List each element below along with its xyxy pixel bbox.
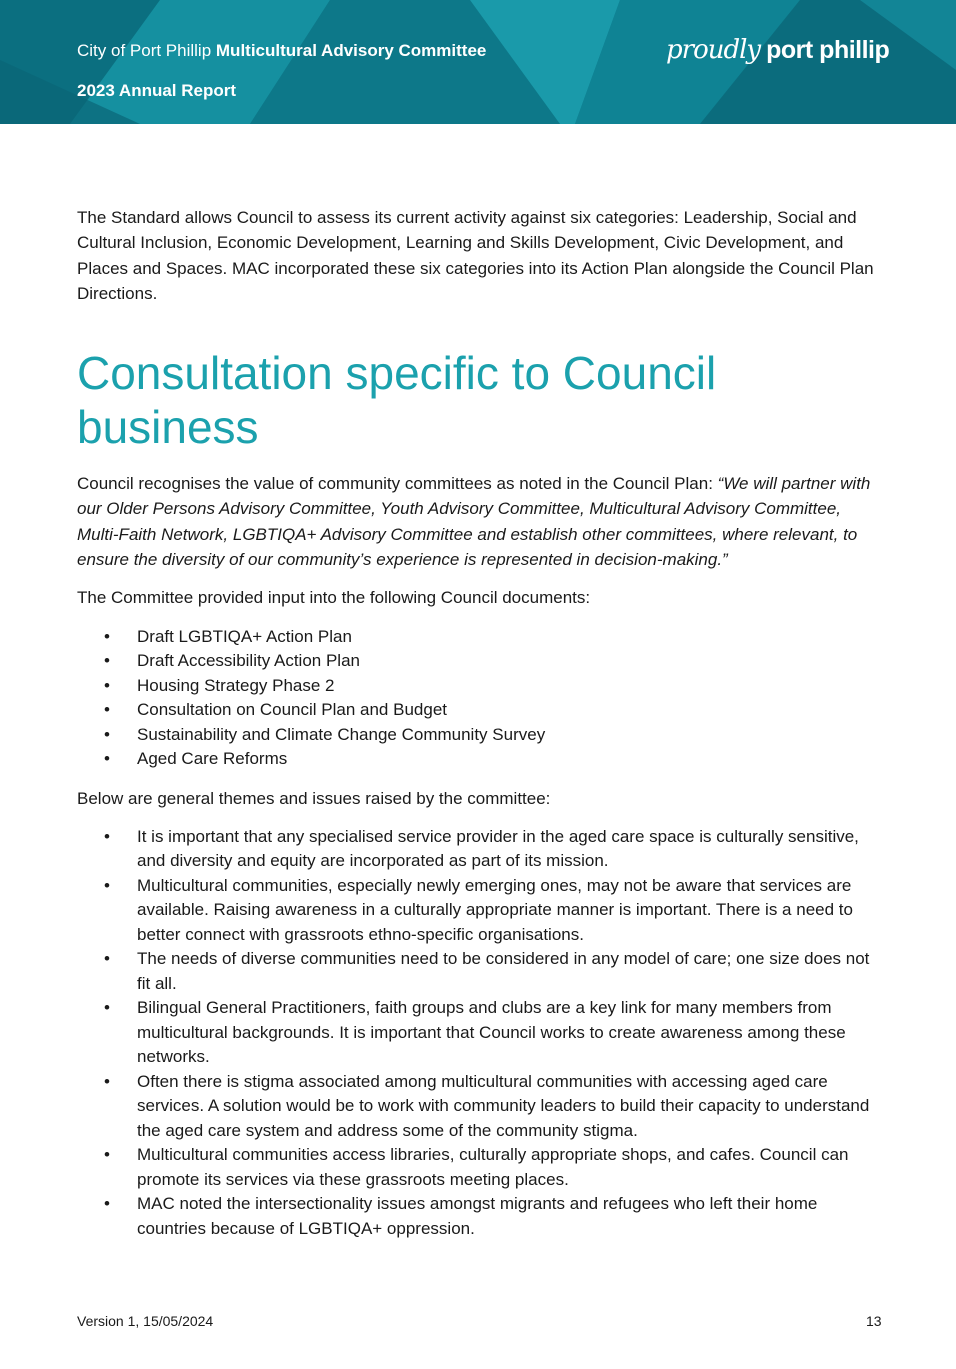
theme-list-item (77, 874, 887, 948)
bullet-point: • (104, 651, 110, 671)
bullet-point: • (104, 1071, 110, 1091)
bullet-point: • (104, 998, 110, 1018)
footer-page-number: 13 (866, 1313, 882, 1329)
page-content (77, 205, 887, 1255)
header-banner (0, 0, 956, 124)
theme-list-item-text: Multicultural communities access libraries, culturally appropriate shops, and cafes. Council can promote its services via these grassroots meeting places. (137, 1145, 849, 1189)
bullet-point: • (104, 626, 110, 646)
document-list-item (77, 674, 887, 699)
document-list-item (77, 698, 887, 723)
recognition-paragraph (77, 471, 887, 572)
bullet-point: • (104, 675, 110, 695)
theme-list-item (77, 1070, 887, 1144)
recognition-text: Council recognises the value of community committees as noted in the Council Plan: (77, 474, 718, 494)
document-list-item (77, 723, 887, 748)
themes-intro: Below are general themes and issues raised by the committee: (77, 788, 551, 808)
documents-list (77, 625, 887, 772)
document-list-item-text: Housing Strategy Phase 2 (137, 675, 335, 695)
document-list-item-text: Consultation on Council Plan and Budget (137, 700, 447, 720)
bullet-point: • (104, 949, 110, 969)
document-list-item (77, 649, 887, 674)
theme-list-item-text: Multicultural communities, especially newly emerging ones, may not be aware that services are available. Raising awareness in a culturally appropriate manner is important. There is a need to better connect with grassroots ethno-specific organisations. (137, 875, 853, 944)
council-plan-quote: “We will partner with our Older Persons Advisory Committee, Youth Advisory Committee, Multicultural Advisory Committee, Multi-Faith Network, LGBTIQA+ Advisory Committee and establish other committees, where relevant, to ensure the diversity of our community’s experience is represented in decision-making.” (77, 474, 871, 570)
document-list-item (77, 747, 887, 772)
document-list-item-text: Sustainability and Climate Change Community Survey (137, 724, 546, 744)
footer-version: Version 1, 15/05/2024 (77, 1313, 214, 1329)
bullet-point: • (104, 700, 110, 720)
section-heading: Consultation specific to Council business (77, 347, 717, 454)
header-subtitle: 2023 Annual Report (77, 81, 237, 100)
theme-list-item (77, 825, 887, 874)
document-list-item-text: Draft LGBTIQA+ Action Plan (137, 626, 352, 646)
council-logo (666, 30, 889, 74)
theme-list-item (77, 996, 887, 1070)
themes-list (77, 825, 887, 1242)
document-list-item (77, 625, 887, 650)
theme-list-item (77, 1143, 887, 1192)
header-title: City of Port Phillip Multicultural Advisory Committee (77, 41, 487, 60)
document-list-item-text: Draft Accessibility Action Plan (137, 651, 360, 671)
theme-list-item-text: It is important that any specialised service provider in the aged care space is culturally sensitive, and diversity and equity are incorporated as part of its mission. (137, 826, 859, 871)
logo-bold-text: port phillip (766, 36, 890, 64)
bullet-point: • (104, 749, 110, 769)
theme-list-item-text: Bilingual General Practitioners, faith groups and clubs are a key link for many members from multicultural backgrounds. It is important that Council works to create awareness among these networks. (137, 998, 846, 1067)
theme-list-item-text: Often there is stigma associated among multicultural communities with accessing aged care services. A solution would be to work with community leaders to build their capacity to understand the aged care system and address some of the community stigma. (137, 1071, 870, 1140)
intro-paragraph: The Standard allows Council to assess its current activity against six categories: Leadership, Social and Cultural Inclusion, Economic Development, Learning and Skills Development, Civic Development, and Places and Spaces. MAC incorporated these six categories into its Action Plan alongside the Council Plan Directions. (77, 208, 874, 303)
logo-script-text: proudly (666, 35, 761, 65)
bullet-point: • (104, 724, 110, 744)
documents-intro: The Committee provided input into the following Council documents: (77, 588, 591, 608)
document-list-item-text: Aged Care Reforms (137, 749, 288, 769)
theme-list-item (77, 1192, 887, 1241)
bullet-point: • (104, 875, 110, 895)
bullet-point: • (104, 826, 110, 846)
theme-list-item-text: MAC noted the intersectionality issues amongst migrants and refugees who left their home countries because of LGBTIQA+ oppression. (137, 1194, 818, 1238)
theme-list-item (77, 947, 887, 996)
bullet-point: • (104, 1194, 110, 1214)
bullet-point: • (104, 1145, 110, 1165)
theme-list-item-text: The needs of diverse communities need to be considered in any model of care; one size does not fit all. (137, 949, 870, 993)
